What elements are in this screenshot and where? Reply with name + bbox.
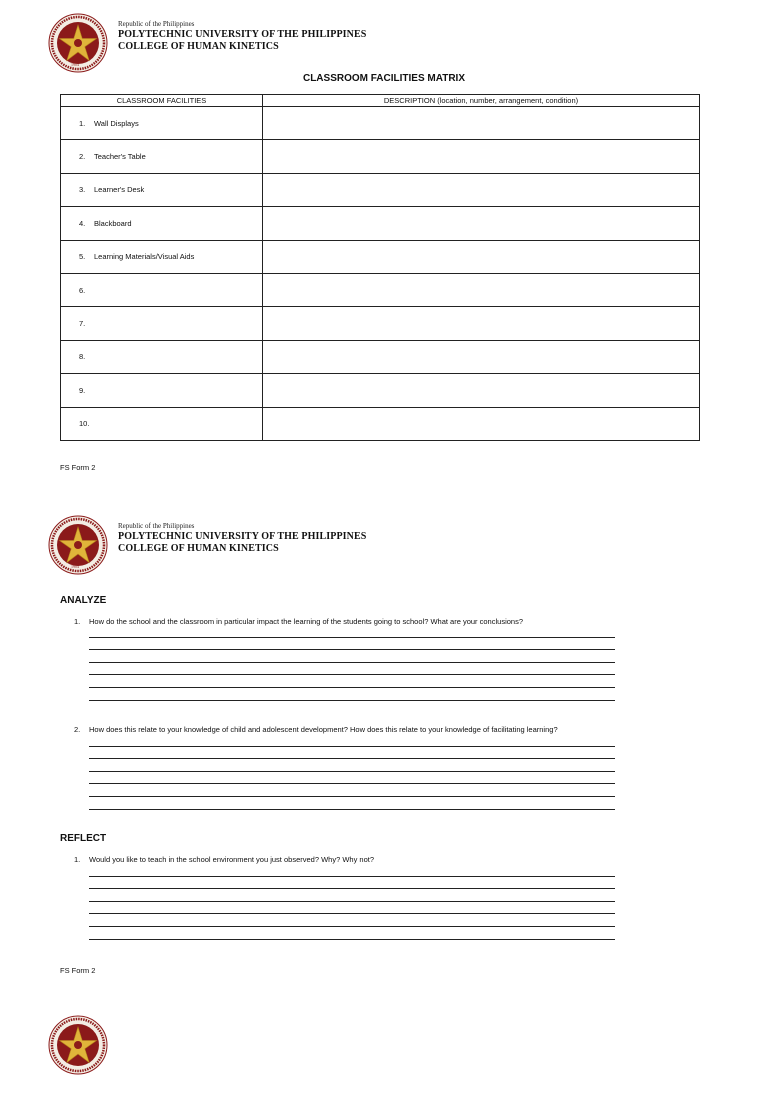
table-row: 1. Wall Displays xyxy=(61,107,700,140)
description-cell[interactable] xyxy=(263,307,700,340)
analyze-question-1: 1. How do the school and the classroom in particular impact the learning of the students going to school? What are your conclusions? xyxy=(74,617,523,626)
table-row: 2. Teacher's Table xyxy=(61,140,700,173)
question-text: How does this relate to your knowledge of child and adolescent development? How does this relate to your knowledge of facilitating learning? xyxy=(89,725,558,734)
university-name: POLYTECHNIC UNIVERSITY OF THE PHILIPPINES xyxy=(118,531,367,542)
classroom-facilities-matrix xyxy=(60,94,700,441)
footer-form-label: FS Form 2 xyxy=(60,463,96,472)
reflect-question-1: 1. Would you like to teach in the school environment you just observed? Why? Why not? xyxy=(74,855,375,864)
college-name: COLLEGE OF HUMAN KINETICS xyxy=(118,41,279,52)
facility-label: Blackboard xyxy=(94,218,132,228)
facility-label: Wall Displays xyxy=(94,118,139,128)
table-row: 10. xyxy=(61,407,700,440)
table-row: 9. xyxy=(61,374,700,407)
answer-lines-analyze-1[interactable] xyxy=(89,625,615,701)
description-cell[interactable] xyxy=(263,207,700,240)
question-text: Would you like to teach in the school environment you just observed? Why? Why not? xyxy=(89,855,375,864)
facility-label: Learner's Desk xyxy=(94,185,145,195)
table-row: 3. Learner's Desk xyxy=(61,173,700,206)
description-cell[interactable] xyxy=(263,140,700,173)
description-cell[interactable] xyxy=(263,107,700,140)
table-row: 7. xyxy=(61,307,700,340)
university-seal-icon xyxy=(48,1015,108,1075)
republic-text: Republic of the Philippines xyxy=(118,522,195,530)
col-header-facilities: CLASSROOM FACILITIES xyxy=(61,95,263,107)
description-cell[interactable] xyxy=(263,273,700,306)
seal-year: 1904 xyxy=(71,564,79,569)
seal-year: 1904 xyxy=(71,62,79,67)
col-header-description: DESCRIPTION (location, number, arrangement, condition) xyxy=(263,95,700,107)
matrix-title: CLASSROOM FACILITIES MATRIX xyxy=(302,73,466,84)
table-row: 6. xyxy=(61,273,700,306)
facility-label: Learning Materials/Visual Aids xyxy=(94,252,195,262)
description-cell[interactable] xyxy=(263,340,700,373)
footer-form-label: FS Form 2 xyxy=(60,966,96,975)
analyze-heading: ANALYZE xyxy=(60,595,107,606)
answer-lines-reflect-1[interactable] xyxy=(89,864,615,940)
description-cell[interactable] xyxy=(263,240,700,273)
description-cell[interactable] xyxy=(263,407,700,440)
table-row: 8. xyxy=(61,340,700,373)
facility-label: Teacher's Table xyxy=(94,152,146,162)
description-cell[interactable] xyxy=(263,173,700,206)
page3-header xyxy=(48,1015,448,1095)
republic-text: Republic of the Philippines xyxy=(118,20,195,28)
college-name: COLLEGE OF HUMAN KINETICS xyxy=(118,543,279,554)
description-cell[interactable] xyxy=(263,374,700,407)
university-name: POLYTECHNIC UNIVERSITY OF THE PHILIPPINES xyxy=(118,29,367,40)
page2-header xyxy=(48,515,448,595)
answer-lines-analyze-2[interactable] xyxy=(89,734,615,810)
table-row: 4. Blackboard xyxy=(61,207,700,240)
analyze-question-2: 2. How does this relate to your knowledge of child and adolescent development? How does this relate to your knowledge of facilitating learning? xyxy=(74,725,558,734)
question-text: How do the school and the classroom in particular impact the learning of the students going to school? What are your conclusions? xyxy=(89,617,523,626)
reflect-heading: REFLECT xyxy=(60,833,107,844)
table-row: 5. Learning Materials/Visual Aids xyxy=(61,240,700,273)
